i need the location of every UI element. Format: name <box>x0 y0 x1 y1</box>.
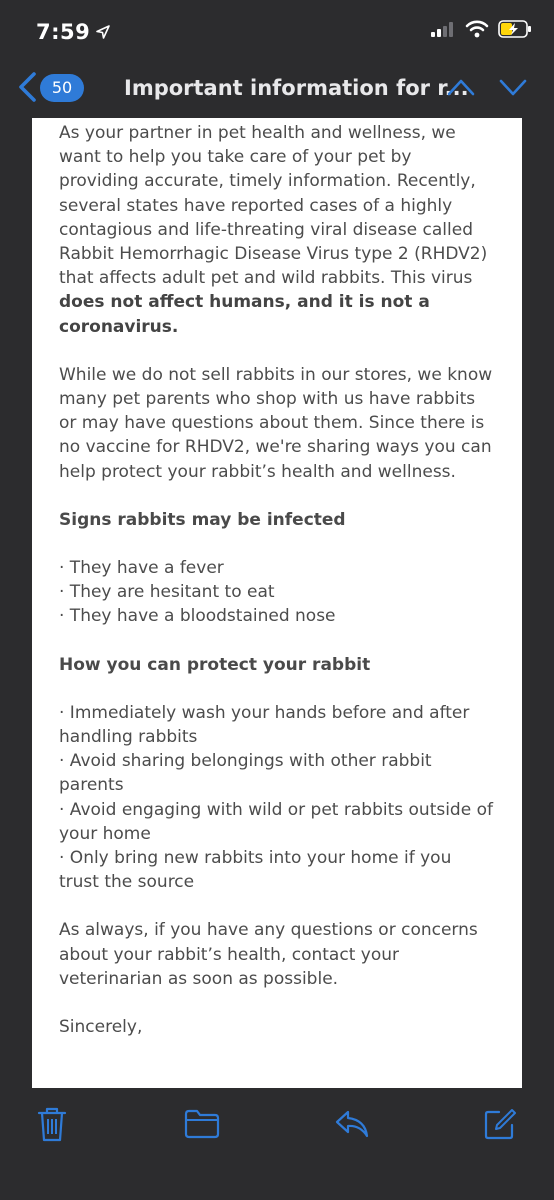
unread-count-badge[interactable]: 50 <box>40 74 84 102</box>
signs-heading: Signs rabbits may be infected <box>59 509 346 530</box>
back-button[interactable] <box>12 72 42 106</box>
status-icons <box>430 20 532 42</box>
delete-button[interactable] <box>32 1104 72 1144</box>
reply-icon <box>334 1109 370 1139</box>
list-item: · They are hesitant to eat <box>59 582 275 603</box>
nav-bar <box>0 62 554 116</box>
email-body <box>32 118 522 1088</box>
location-arrow-icon <box>96 20 110 44</box>
protect-list <box>59 701 495 895</box>
previous-message-button[interactable] <box>446 76 476 102</box>
reply-button[interactable] <box>332 1104 372 1144</box>
list-item: · They have a fever <box>59 558 224 579</box>
signoff: Sincerely, <box>59 1017 143 1038</box>
bottom-toolbar <box>0 1090 554 1200</box>
chevron-up-icon <box>446 76 476 98</box>
trash-icon <box>37 1106 67 1142</box>
list-item: · Avoid sharing belongings with other rabbit parents <box>59 751 432 796</box>
signal-icon <box>430 21 456 41</box>
protect-heading: How you can protect your rabbit <box>59 654 371 675</box>
list-item: · Only bring new rabbits into your home if you trust the source <box>59 848 452 893</box>
status-time-group <box>36 20 110 44</box>
signs-list <box>59 556 495 629</box>
page-title: Important information for r... <box>124 76 469 100</box>
folder-icon <box>184 1109 220 1139</box>
list-item: · Avoid engaging with wild or pet rabbits outside of your home <box>59 799 493 844</box>
paragraph-store-info: While we do not sell rabbits in our stores, we know many pet parents who shop with us have rabbits or may have questions about them. Since there is no vaccine for RHDV2, we're sharing ways you can help protect your rabbit’s health and wellness. <box>59 364 493 482</box>
status-time: 7:59 <box>36 20 91 44</box>
paragraph-intro <box>59 121 495 339</box>
compose-icon <box>483 1107 517 1141</box>
chevron-left-icon <box>17 71 37 107</box>
paragraph-closing: As always, if you have any questions or concerns about your rabbit’s health, contact your veterinarian as soon as possible. <box>59 920 478 989</box>
list-item: · They have a bloodstained nose <box>59 606 336 627</box>
message-navigation <box>446 76 528 102</box>
battery-charging-icon <box>498 20 532 42</box>
next-message-button[interactable] <box>498 76 528 102</box>
compose-button[interactable] <box>480 1104 520 1144</box>
status-bar <box>0 0 554 62</box>
paragraph-intro-text: As your partner in pet health and wellness, we want to help you take care of your pet by providing accurate, timely information. Recently, several states have reported cases of a highly contagious and life-threating viral disease called Rabbit Hemorrhagic Disease Virus type 2 (RHDV2) that affects adult pet and wild rabbits. This virus <box>59 123 488 289</box>
move-to-folder-button[interactable] <box>182 1104 222 1144</box>
paragraph-intro-bold: does not affect humans, and it is not a coronavirus. <box>59 292 430 337</box>
chevron-down-icon <box>498 76 528 98</box>
wifi-icon <box>465 20 489 42</box>
list-item: · Immediately wash your hands before and after handling rabbits <box>59 702 470 748</box>
